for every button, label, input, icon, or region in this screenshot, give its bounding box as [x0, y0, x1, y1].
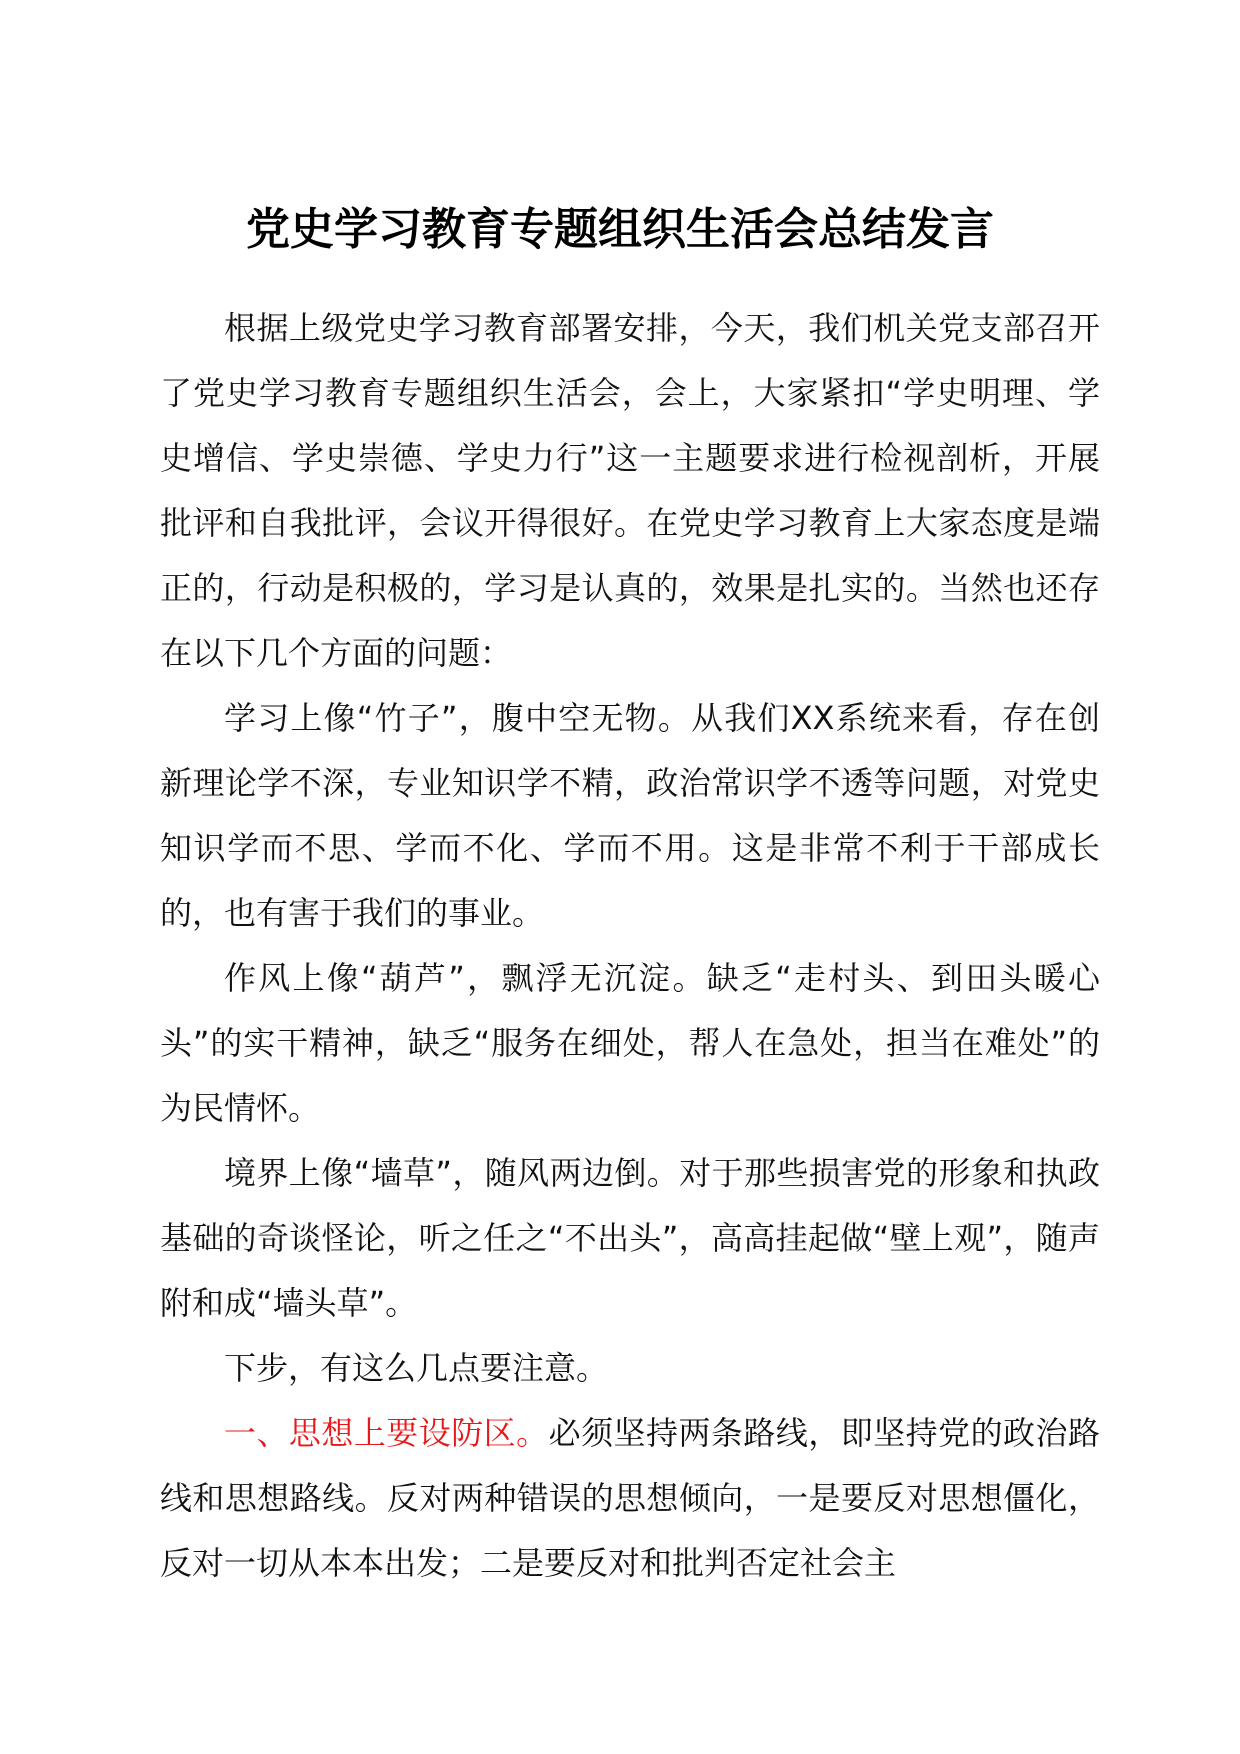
paragraph-realm-problem: 境界上像“墙草”，随风两边倒。对于那些损害党的形象和执政基础的奇谈怪论，听之任之“不出头”，高高挂起做“壁上观”，随声附和成“墙头草”。: [160, 1154, 1100, 1322]
paragraph-style-problem: 作风上像“葫芦”，飘浮无沉淀。缺乏“走村头、到田头暖心头”的实干精神，缺乏“服务在细处，帮人在急处，担当在难处”的为民情怀。: [160, 959, 1100, 1127]
paragraph-point-one: [160, 1401, 1100, 1596]
point-one-heading: 一、思想上要设防区。: [224, 1414, 549, 1452]
paragraph-next-steps: 下步，有这么几点要注意。: [224, 1349, 609, 1387]
document-title: 党史学习教育专题组织生活会总结发言: [246, 204, 994, 255]
document-body: [160, 296, 1100, 1596]
paragraph-study-problem: 学习上像“竹子”，腹中空无物。从我们XX系统来看，存在创新理论学不深，专业知识学不精，政治常识学不透等问题，对党史知识学而不思、学而不化、学而不用。这是非常不利于干部成长的，也有害于我们的事业。: [160, 699, 1100, 932]
paragraph-intro: 根据上级党史学习教育部署安排，今天，我们机关党支部召开了党史学习教育专题组织生活会，会上，大家紧扣“学史明理、学史增信、学史崇德、学史力行”这一主题要求进行检视剖析，开展批评和自我批评，会议开得很好。在党史学习教育上大家态度是端正的，行动是积极的，学习是认真的，效果是扎实的。当然也还存在以下几个方面的问题：: [160, 309, 1100, 672]
point-one-text: 必须坚持两条路线，即坚持党的政治路线和思想路线。反对两种错误的思想倾向，一是要反对思想僵化，反对一切从本本出发；二是要反对和批判否定社会主: [160, 1414, 1100, 1582]
